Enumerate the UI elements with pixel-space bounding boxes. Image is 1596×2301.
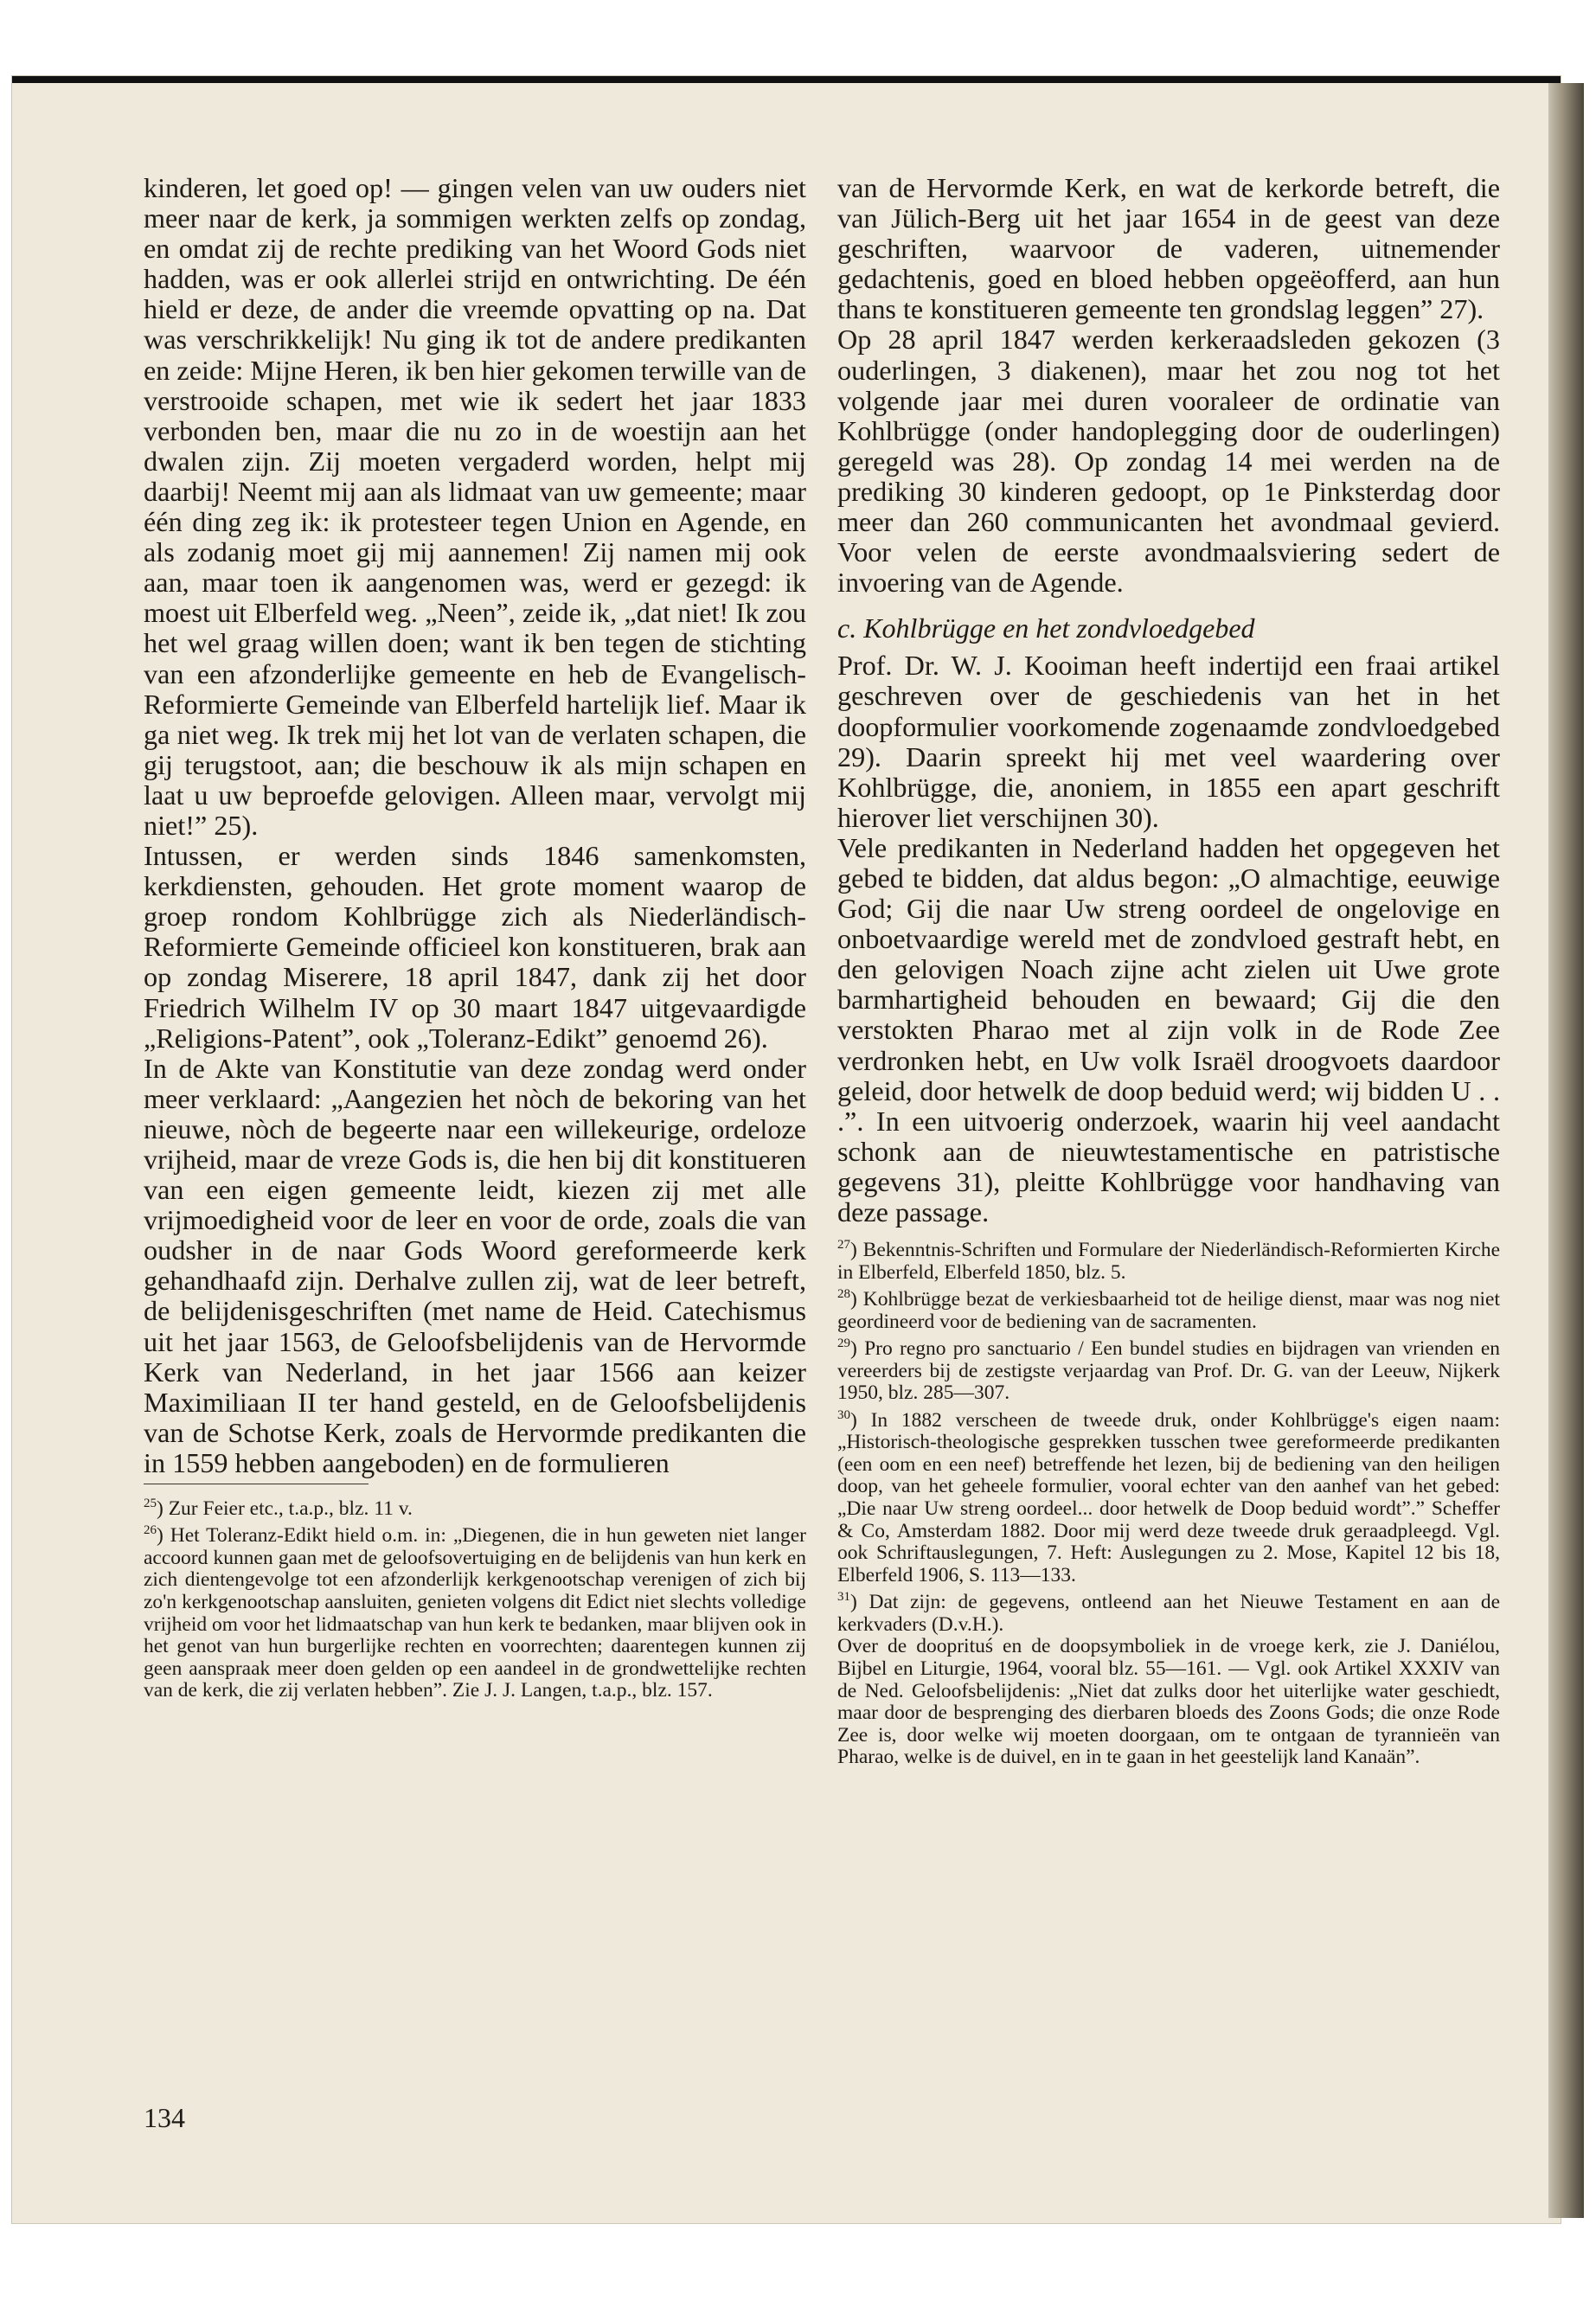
- footnote-31-continuation: Over de dooprituś en de doopsymboliek in de vroege kerk, zie J. Daniélou, Bijbel en Liturgie, 1964, vooral blz. 55—161. — Vgl. ook Artikel XXXIV van de Ned. Geloofsbelijdenis: „Niet dat zulks door het uiterlijke water geschiedt, maar door de besprenging des dierbaren bloeds des Zoons Gods; die onze Rode Zee is, door welke wij moeten doorgaan, om te ontgaan de tyrannieën van Pharao, welke is de duivel, en in te gaan in het geestelijk land Kanaän”.: [837, 1635, 1500, 1769]
- section-heading: c. Kohlbrügge en het zondvloedgebed: [837, 612, 1255, 644]
- footnote-25: $^{25}$) Zur Feier etc., t.a.p., blz. 11 v.: [144, 1497, 413, 1520]
- footnote-30-text: In 1882 verscheen de tweede druk, onder Kohlbrügge's eigen naam: „Historisch-theologische gesprekken tusschen twee gereformeerde predikanten (een oom en een neef) betreffende het lezen, bij de bediening van den heiligen doop, van het geheele formulier, vooral echter van den aanhef van het gebed: „Die naar Uw streng oordeel... door hetwelk de Doop beduid wordt”.” Scheffer & Co, Amsterdam 1882. Door mij werd deze tweede druk geraadpleegd. Vgl. ook Schriftauslegungen, 7. Heft: Auslegungen zu 2. Mose, Kapitel 12 bis 18, Elberfeld 1906, S. 113—133.: [837, 1408, 1500, 1586]
- left-paragraph-1: kinderen, let goed op! — gingen velen van uw ouders niet meer naar de kerk, ja sommigen werkten zelfs op zondag, en omdat zij de rechte prediking van het Woord Gods niet hadden, was er ook allerlei strijd en ontwrichting. De één hield er deze, de ander die vreemde opvatting op na. Dat was verschrikkelijk! Nu ging ik tot de andere predikanten en zeide: Mijne Heren, ik ben hier gekomen terwille van de verstrooide schapen, met wie ik sedert het jaar 1833 verbonden ben, maar die nu zo in de woestijn aan het dwalen zijn. Zij moeten vergaderd worden, helpt mij daarbij! Neemt mij aan als lidmaat van uw gemeente; maar één ding zeg ik: ik protesteer tegen Union en Agende, en als zodanig moet gij mij aannemen! Zij namen mij ook aan, maar toen ik aangenomen was, werd er gezegd: ik moest uit Elberfeld weg. „Neen”, zeide ik, „dat niet! Ik zou het wel graag willen doen; want ik ben tegen de stichting van een afzonderlijke gemeente en heb de Evangelisch-Reformierte Gemeinde van Elberfeld hartelijk lief. Maar ik ga niet weg. Ik trek mij het lot van de verlaten schapen, die gij terugstoot, aan; die beschouw ik als mijn schapen en laat u uw beproefde gelovigen. Alleen maar, vervolgt mij niet!” 25).: [144, 172, 806, 841]
- footnote-30: $^{30}$) In 1882 verscheen de tweede druk, onder Kohlbrügge's eigen naam: „Historisch-theologische gesprekken tusschen twee gereformeerde predikanten (een oom en een neef) betreffende het lezen, bij de bediening van den heiligen doop, van het geheele formulier, vooral echter van den aanhef van het gebed: „Die naar Uw streng oordeel... door hetwelk de Doop beduid wordt”.” Scheffer & Co, Amsterdam 1882. Door mij werd deze tweede druk geraadpleegd. Vgl. ook Schriftauslegungen, 7. Heft: Auslegungen zu 2. Mose, Kapitel 12 bis 18, Elberfeld 1906, S. 113—133.: [837, 1407, 1500, 1586]
- footnote-27-text: Bekenntnis-Schriften und Formulare der Niederländisch-Reformierten Kirche in Elberfeld, Elberfeld 1850, blz. 5.: [837, 1238, 1500, 1284]
- footnote-27-number: 27: [837, 1238, 850, 1253]
- footnote-28-number: 28: [837, 1287, 850, 1302]
- right-paragraph-3: Prof. Dr. W. J. Kooiman heeft indertijd een fraai artikel geschreven over de geschiedenis van het in het doopformulier voorkomende zogenaamde zondvloedgebed 29). Daarin spreekt hij met veel waardering over Kohlbrügge, die, anoniem, in 1855 een apart geschrift hierover liet verschijnen 30).: [837, 650, 1500, 833]
- left-paragraph-3: In de Akte van Konstitutie van deze zondag werd onder meer verklaard: „Aangezien het nòch de bekoring van het nieuwe, nòch de begeerte naar een willekeurige, ordeloze vrijheid, maar de vreze Gods is, die hen bij dit konstitueren van een eigen gemeente leidt, kiezen zij met alle vrijmoedigheid voor de leer en voor de orde, zoals die van oudsher in de naar Gods Woord gereformeerde kerk gehandhaafd zijn. Derhalve zullen zij, wat de leer betreft, de belijdenisgeschriften (met name de Heid. Catechismus uit het jaar 1563, de Geloofsbelijdenis van de Hervormde Kerk van Nederland, in het jaar 1566 aan keizer Maximiliaan II ter hand gesteld, en de Geloofsbelijdenis van de Schotse Kerk, zoals de Hervormde predikanten die in 1559 hebben aangeboden) en de formulieren: [144, 1052, 806, 1478]
- footnote-26-number: 26: [144, 1523, 157, 1538]
- footnote-26: $^{26}$) Het Toleranz-Edikt hield o.m. in: „Diegenen, die in hun geweten niet langer accoord kunnen gaan met de geloofsovertuiging en de belijdenis van hun kerk en zich dientengevolge tot een afzonderlijk kerkgenootschap verenigen of zich bij zo'n kerkgenootschap aansluiten, genieten volgens dit Edict niet slechts volledige vrijheid om voor het lidmaatschap van hun kerk te bedanken, maar blijven ook in het genot van hun burgerlijke rechten en voorrechten; daarentegen kunnen zij geen aanspraak meer doen gelden op een aandeel in de grondwettelijke rechten van de kerk, die zij verlaten hebben”. Zie J. J. Langen, t.a.p., blz. 157.: [144, 1523, 806, 1702]
- left-body-text: [144, 173, 806, 1478]
- footnote-26-text: Het Toleranz-Edikt hield o.m. in: „Diegenen, die in hun geweten niet langer accoord kunnen gaan met de geloofsovertuiging en de belijdenis van hun kerk en zich dientengevolge tot een afzonderlijk kerkgenootschap verenigen of zich bij zo'n kerkgenootschap aansluiten, genieten volgens dit Edict niet slechts volledige vrijheid om voor het lidmaatschap van hun kerk te bedanken, maar blijven ook in het genot van hun burgerlijke rechten en voorrechten; daarentegen kunnen zij geen aanspraak meer doen gelden op een aandeel in de grondwettelijke rechten van de kerk, die zij verlaten hebben”. Zie J. J. Langen, t.a.p., blz. 157.: [144, 1524, 806, 1702]
- footnote-29-text: Pro regno pro sanctuario / Een bundel studies en bijdragen van vrienden en vereerders bij de zestigste verjaardag van Prof. Dr. G. van der Leeuw, Nijkerk 1950, blz. 285—307.: [837, 1336, 1500, 1405]
- right-body-text: [837, 173, 1500, 598]
- footnote-29: $^{29}$) Pro regno pro sanctuario / Een bundel studies en bijdragen van vrienden en vereerders bij de zestigste verjaardag van Prof. Dr. G. van der Leeuw, Nijkerk 1950, blz. 285—307.: [837, 1336, 1500, 1405]
- page-number: 134: [144, 2102, 185, 2133]
- footnote-29-number: 29: [837, 1336, 850, 1351]
- footnote-28-text: Kohlbrügge bezat de verkiesbaarheid tot de heilige dienst, maar was nog niet geordineerd voor de bediening van de sacramenten.: [837, 1287, 1500, 1333]
- footnote-31-number: 31: [837, 1590, 850, 1605]
- right-body-text-2: [837, 651, 1500, 1227]
- footnote-25-number: 25: [144, 1497, 157, 1511]
- right-column: [837, 173, 1500, 2111]
- right-paragraph-1: van de Hervormde Kerk, en wat de kerkorde betreft, die van Jülich-Berg uit het jaar 1654 in de geest van deze geschriften, waarvoor de vaderen, uitnemender gedachtenis, goed en bloed hebben opgeëofferd, aan hun thans te konstitueren gemeente ten grondslag leggen” 27).: [837, 172, 1500, 325]
- left-column: [144, 173, 806, 2111]
- footnote-27: $^{27}$) Bekenntnis-Schriften und Formulare der Niederländisch-Reformierten Kirche in Elberfeld, Elberfeld 1850, blz. 5.: [837, 1238, 1500, 1284]
- footnote-31-text: Dat zijn: de gegevens, ontleend aan het Nieuwe Testament en aan de kerkvaders (D.v.H.).: [837, 1591, 1500, 1636]
- footnote-30-number: 30: [837, 1407, 850, 1422]
- book-binding-edge: [1548, 83, 1584, 2218]
- right-paragraph-2: Op 28 april 1847 werden kerkeraadsleden gekozen (3 ouderlingen, 3 diakenen), maar het zou nog tot het volgende jaar mei duren vooraleer de ordinatie van Kohlbrügge (onder handoplegging door de ouderlingen) geregeld was 28). Op zondag 14 mei werden na de prediking 30 kinderen gedoopt, op 1e Pinksterdag door meer dan 260 communicanten het avondmaal gevierd. Voor velen de eerste avondmaalsviering sedert de invoering van de Agende.: [837, 324, 1500, 599]
- right-paragraph-4: Vele predikanten in Nederland hadden het opgegeven het gebed te bidden, dat aldus begon: „O almachtige, eeuwige God; Gij die naar Uw streng oordeel de ongelovige en onboetvaardige wereld met de zondvloed gestraft hebt, en den gelovigen Noach zijne acht zielen uit Uwe grote barmhartigheid behouden en bewaard; Gij die den verstokten Pharao met al zijn volk in de Rode Zee verdronken hebt, en Uw volk Israël droogvoets daardoor geleid, door hetwelk de doop beduid werd; wij bidden U . . .”. In een uitvoerig onderzoek, waarin hij veel aandacht schonk aan de nieuwtestamentische en patristische gegevens 31), pleitte Kohlbrügge voor handhaving van deze passage.: [837, 831, 1500, 1227]
- left-paragraph-2: Intussen, er werden sinds 1846 samenkomsten, kerkdiensten, gehouden. Het grote moment waarop de groep rondom Kohlbrügge zich als Niederländisch-Reformierte Gemeinde officieel kon konstitueren, brak aan op zondag Miserere, 18 april 1847, dank zij het door Friedrich Wilhelm IV op 30 maart 1847 uitgevaardigde „Religions-Patent”, ook „Toleranz-Edikt” genoemd 26).: [144, 840, 806, 1054]
- footnote-25-text: Zur Feier etc., t.a.p., blz. 11 v.: [168, 1497, 413, 1520]
- footnote-31: $^{31}$) Dat zijn: de gegevens, ontleend aan het Nieuwe Testament en aan de kerkvaders (D.v.H.).: [837, 1590, 1500, 1636]
- footnote-28: $^{28}$) Kohlbrügge bezat de verkiesbaarheid tot de heilige dienst, maar was nog niet geordineerd voor de bediening van de sacramenten.: [837, 1287, 1500, 1333]
